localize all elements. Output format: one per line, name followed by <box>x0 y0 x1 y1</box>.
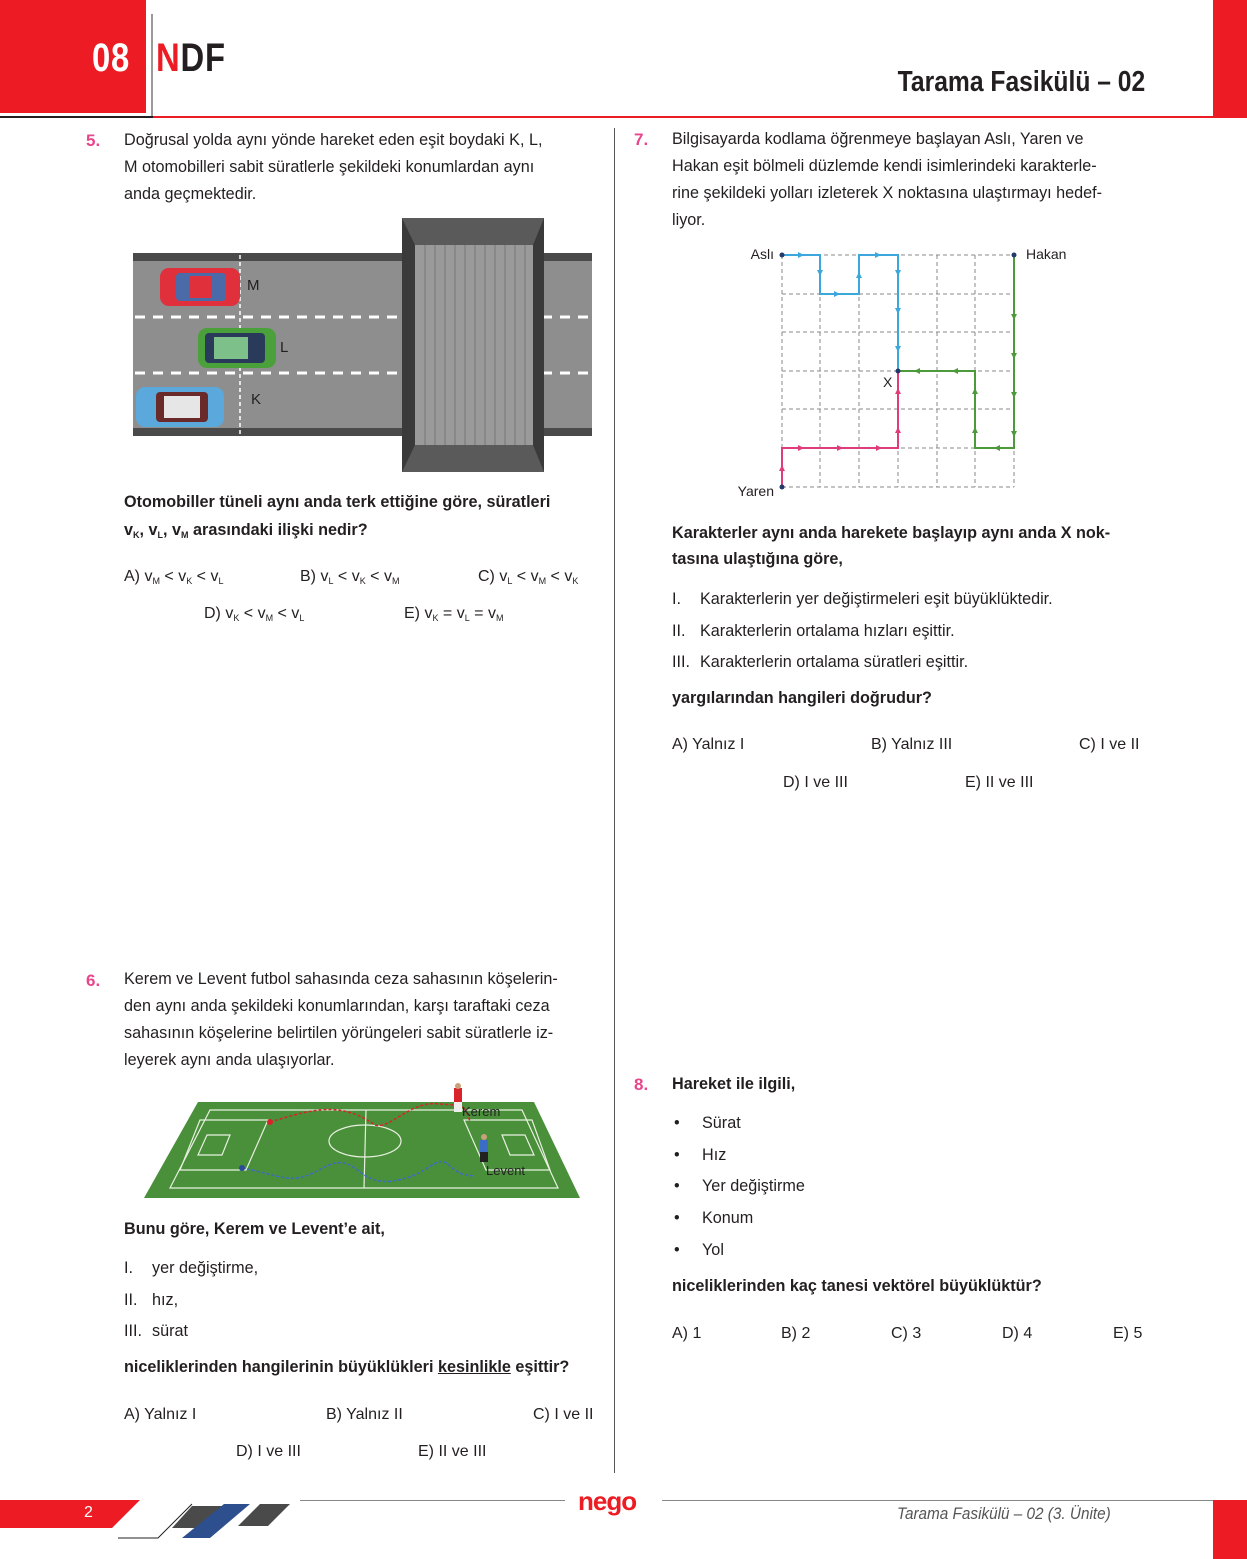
q5-question-line: Otomobiller tüneli aynı anda terk ettiğine göre, süratleri <box>124 493 551 511</box>
q7-lead-line: tasına ulaştığına göre, <box>672 550 843 568</box>
q7-lead-line: Karakterler aynı anda harekete başlayıp aynı anda X nok- <box>672 524 1111 542</box>
hakan-path <box>898 255 1014 448</box>
booklet-number: 08 <box>92 36 131 80</box>
q5-option-c[interactable]: C) $v_L < v_M < v_K$ <box>478 568 579 586</box>
q5-question <box>124 488 604 549</box>
q6-option-a[interactable]: A) Yalnız I <box>124 1406 197 1423</box>
q5-option-a[interactable]: A) $v_M < v_K < v_L$ <box>124 568 224 586</box>
levent-label: Levent <box>486 1163 526 1178</box>
q6-item: III. sürat <box>124 1322 188 1340</box>
question-number: 7. <box>634 130 649 149</box>
label-hakan: Hakan <box>1026 246 1067 262</box>
car-label-k: K <box>251 391 262 408</box>
header-right-tab <box>1213 0 1247 117</box>
label-yaren: Yaren <box>737 483 774 499</box>
q5-option-d[interactable]: D) $v_K < v_M < v_L$ <box>204 605 305 623</box>
q8-option-c[interactable]: C) 3 <box>891 1325 922 1342</box>
q8-bullet-item: • Yer değiştirme <box>674 1177 805 1196</box>
q6-question: niceliklerinden hangilerinin büyüklükleri kesinlikle eşittir? <box>124 1358 570 1376</box>
q7-item: III. Karakterlerin ortalama süratleri eşittir. <box>672 653 969 671</box>
q6-option-b[interactable]: B) Yalnız II <box>326 1406 403 1423</box>
q8-bullet-item: • Konum <box>674 1209 754 1228</box>
asli-start-dot <box>780 253 785 258</box>
q7-lead <box>672 520 1152 572</box>
header-divider <box>151 14 153 118</box>
publisher-logo <box>576 1484 656 1527</box>
q5-option-b[interactable]: B) $v_L < v_K < v_M$ <box>300 568 400 586</box>
q6-stem-line: leyerek aynı anda ulaşıyorlar. <box>124 1051 335 1069</box>
q8-lead: Hareket ile ilgili, <box>672 1075 796 1093</box>
road-tunnel-figure <box>130 215 592 475</box>
footer-right-tab <box>1213 1500 1247 1559</box>
svg-text:nego: nego <box>578 1486 637 1516</box>
brand-logo <box>156 36 226 81</box>
kerem-player-icon <box>454 1083 462 1112</box>
kerem-label: Kerem <box>462 1104 501 1119</box>
q6-option-d[interactable]: D) I ve III <box>236 1443 301 1460</box>
q8-bullets <box>674 1108 805 1267</box>
q7-option-b[interactable]: B) Yalnız III <box>871 736 953 753</box>
question-number: 6. <box>86 971 101 990</box>
q7-stem-line: rine şekildeki yolları izleterek X noktasına ulaştırmayı hedef- <box>672 184 1103 202</box>
footer-rule-right <box>662 1500 1213 1501</box>
header-rule-dark <box>0 116 153 118</box>
q6-option-e[interactable]: E) II ve III <box>418 1443 487 1460</box>
car-m <box>160 268 240 306</box>
q8-question: niceliklerinden kaç tanesi vektörel büyüklüktür? <box>672 1277 1042 1295</box>
q6-stem-line: sahasının köşelerine belirtilen yörüngeleri sabit süratlerle iz- <box>124 1024 554 1042</box>
q6-stem <box>124 966 604 1074</box>
q8-option-d[interactable]: D) 4 <box>1002 1325 1033 1342</box>
q7-item: I. Karakterlerin yer değiştirmeleri eşit büyüklüktedir. <box>672 590 1053 608</box>
football-field-figure <box>140 1080 585 1202</box>
q7-stem <box>672 126 1152 234</box>
footer-stripes-decoration <box>110 1498 300 1540</box>
footer-rule-left <box>300 1500 565 1501</box>
label-asli: Aslı <box>750 246 774 262</box>
q7-question: yargılarından hangileri doğrudur? <box>672 689 932 707</box>
grid-path-figure <box>730 240 1080 502</box>
q7-option-c[interactable]: C) I ve II <box>1079 736 1140 753</box>
q7-option-d[interactable]: D) I ve III <box>783 774 848 791</box>
yaren-path <box>782 371 898 487</box>
emphasis-underlined: kesinlikle <box>437 1358 511 1376</box>
q6-lead: Bunu göre, Kerem ve Levent’e ait, <box>124 1220 385 1238</box>
nego-logo-icon <box>576 1484 656 1522</box>
q5-option-e[interactable]: E) $v_K = v_L = v_M$ <box>404 605 504 623</box>
footer-title: Tarama Fasikülü – 02 (3. Ünite) <box>897 1504 1111 1523</box>
q7-items <box>672 584 1053 679</box>
brand-first-letter: N <box>156 36 181 80</box>
pitch <box>144 1102 580 1198</box>
q8-bullet-item: • Hız <box>674 1145 727 1164</box>
q5-question-line: $v_K$, $v_L$, $v_M$ arasındaki ilişki nedir? <box>124 521 368 540</box>
question-number: 8. <box>634 1075 649 1094</box>
question-number: 5. <box>86 131 101 150</box>
car-label-l: L <box>280 339 289 356</box>
q5-stem-line: M otomobilleri sabit süratlerle şekildeki konumlardan aynı <box>124 158 535 176</box>
q6-stem-line: den aynı anda şekildeki konumlarından, karşı taraftaki ceza <box>124 997 550 1015</box>
asli-path <box>782 255 898 371</box>
yaren-start-dot <box>780 485 785 490</box>
q8-bullet-item: • Yol <box>674 1240 724 1259</box>
car-label-m: M <box>247 277 260 294</box>
page-number: 2 <box>84 1504 93 1521</box>
q7-stem-line: liyor. <box>672 211 706 229</box>
q6-stem-line: Kerem ve Levent futbol sahasında ceza sahasının köşelerin- <box>124 970 558 988</box>
levent-target-dot <box>239 1165 245 1171</box>
q8-option-e[interactable]: E) 5 <box>1113 1325 1143 1342</box>
page-title: Tarama Fasikülü – 02 <box>897 66 1145 98</box>
q7-option-e[interactable]: E) II ve III <box>965 774 1034 791</box>
car-k <box>136 387 224 427</box>
q8-bullet-item: • Sürat <box>674 1114 741 1132</box>
hakan-start-dot <box>1012 253 1017 258</box>
q8-option-b[interactable]: B) 2 <box>781 1325 811 1342</box>
q7-stem-line: Hakan eşit bölmeli düzlemde kendi isimlerindeki karakterle- <box>672 157 1097 175</box>
q6-items <box>124 1253 258 1348</box>
tunnel <box>402 218 544 472</box>
label-x: X <box>883 374 893 390</box>
q6-option-c[interactable]: C) I ve II <box>533 1406 594 1423</box>
q7-item: II. Karakterlerin ortalama hızları eşittir. <box>672 621 955 640</box>
q8-option-a[interactable]: A) 1 <box>672 1325 702 1342</box>
q5-stem-line: Doğrusal yolda aynı yönde hareket eden eşit boydaki K, L, <box>124 131 543 149</box>
kerem-target-dot <box>267 1119 273 1125</box>
q6-item: II. hız, <box>124 1290 179 1309</box>
q7-stem-line: Bilgisayarda kodlama öğrenmeye başlayan Aslı, Yaren ve <box>672 130 1084 148</box>
column-divider <box>614 128 615 1473</box>
q5-stem-line: anda geçmektedir. <box>124 185 257 203</box>
q5-stem <box>124 127 604 208</box>
q6-item: I. yer değiştirme, <box>124 1259 259 1277</box>
header-rule-red <box>153 116 1247 118</box>
brand-rest: DF <box>180 36 226 80</box>
car-l <box>198 328 276 368</box>
x-point-dot <box>896 369 901 374</box>
q7-option-a[interactable]: A) Yalnız I <box>672 736 745 753</box>
